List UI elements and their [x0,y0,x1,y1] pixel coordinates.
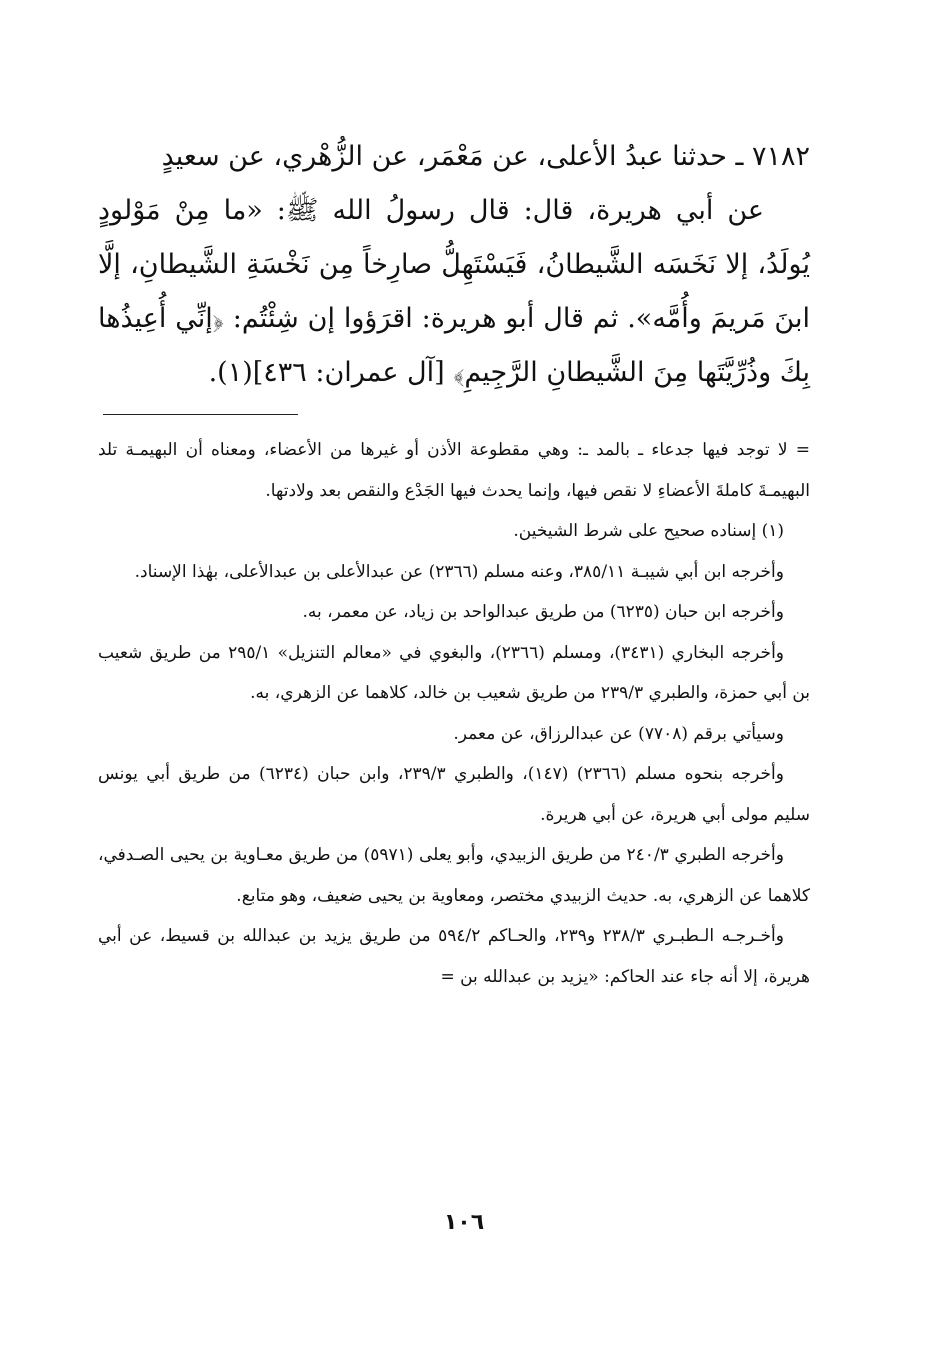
hadith-text [98,130,810,400]
footnote-paragraph: وأخـرجـه الـطبـري ٢٣٨/٣ و٢٣٩، والحـاكم ٥٩٤/٢ من طريق يزيد بن عبدالله بن قسيط، عن أبي هريرة، إلا أنه جاء عند الحاكم: «يزيد بن عبدالله بن = [98,926,810,987]
footnote-paragraph: وأخرجه ابن أبي شيبـة ٣٨٥/١١، وعنه مسلم (٢٣٦٦) عن عبدالأعلى بن عبدالأعلى، بهٰذا الإسناد. [134,561,784,582]
footnote-paragraph: وأخرجه الطبري ٢٤٠/٣ من طريق الزبيدي، وأبو يعلى (٥٩٧١) من طريق معـاوية بن يحيى الصـدفي، كلاهما عن الزهري، به. حديث الزبيدي مختصر، ومعاوية بن يحيى ضعيف، وهو متابع. [98,845,810,906]
footnote-paragraph: وأخرجه ابن حبان (٦٢٣٥) من طريق عبدالواحد بن زياد، عن معمر، به. [302,602,784,622]
page-body [98,130,810,997]
hadith-body: عن أبي هريرة، قال: قال رسولُ الله ﷺ: «ما مِنْ مَوْلودٍ يُولَدُ، إلا نَخَسَه الشَّيطانُ، فَيَسْتَهِلُّ صارِخاً مِن نَخْسَةِ الشَّيطانِ، إلَّا ابنَ مَريمَ وأُمَّه». ثم قال أبو هريرة: اقرَؤوا إن شِئْتُم: ﴿إنِّي أُعِيذُها بِكَ وذُرِّيَّتَها مِنَ الشَّيطانِ الرَّجِيمِ﴾ [آل عمران: ٤٣٦](١). [98,195,810,388]
footnote-separator [103,414,298,415]
page-number: ١٠٦ [443,1210,485,1235]
footnote-1-heading: (١) إسناده صحيح على شرط الشيخين. [513,521,784,541]
hadith-opening-line: ٧١٨٢ ـ حدثنا عبدُ الأعلى، عن مَعْمَر، عن الزُّهْري، عن سعيدٍ [161,141,810,172]
footnote-paragraph: وسيأتي برقم (٧٧٠٨) عن عبدالرزاق، عن معمر. [453,723,784,744]
footnote-separator-wrap [98,400,810,430]
footnote-paragraph: وأخرجه بنحوه مسلم (٢٣٦٦) (١٤٧)، والطبري ٢٣٩/٣، وابن حبان (٦٢٣٤) من طريق أبي يونس سليم مولى أبي هريرة، عن أبي هريرة. [98,764,810,825]
footnote-paragraph: وأخرجه البخاري (٣٤٣١)، ومسلم (٢٣٦٦)، والبغوي في «معالم التنزيل» ٢٩٥/١ من طريق شعيب بن أبي حمزة، والطبري ٢٣٩/٣ من طريق شعيب بن خالد، كلاهما عن الزهري، به. [98,642,810,703]
footnotes [98,430,810,997]
footnote-continuation: = لا توجد فيها جدعاء ـ بالمد ـ: وهي مقطوعة الأذن أو غيرها من الأعضاء، ومعناه أن البهيمـة تلد البهيمـةَ كاملةَ الأعضاءِ لا نقص فيها، وإنما يحدث فيها الجَدْع والنقص بعد ولادتها. [98,440,810,501]
